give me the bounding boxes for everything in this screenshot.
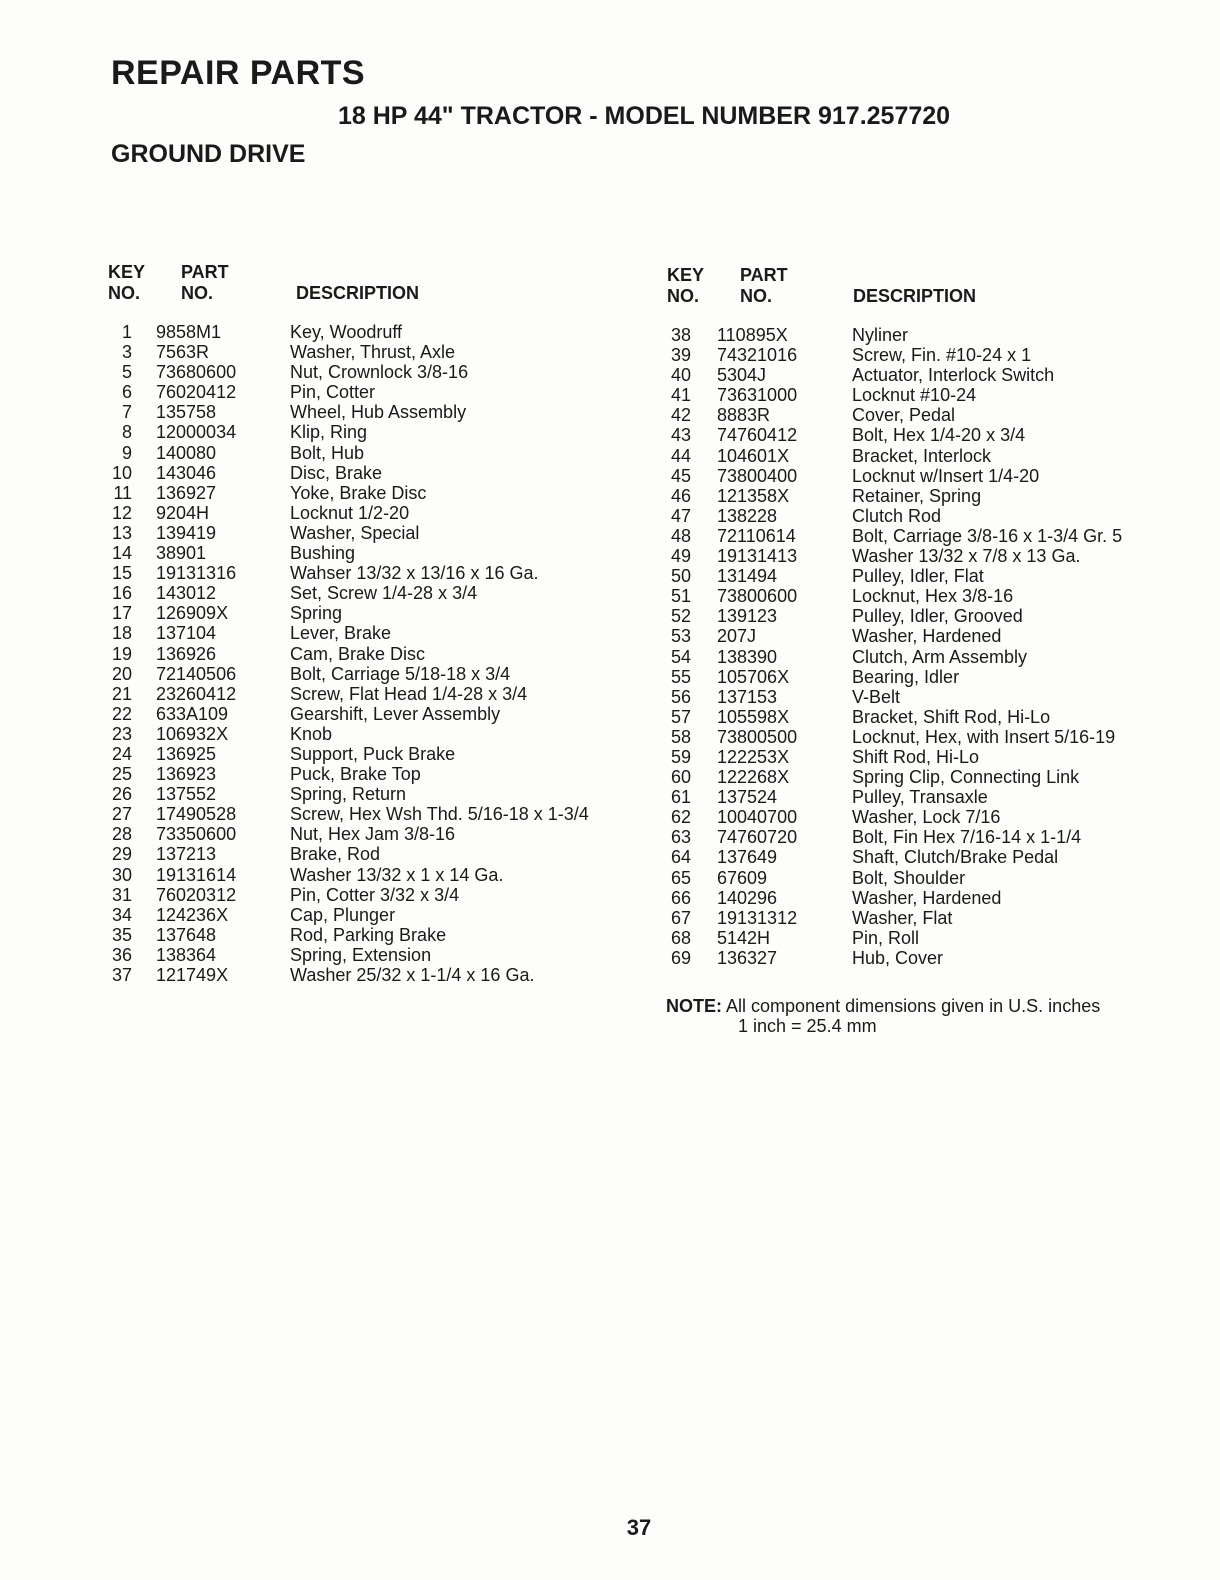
description: Pin, Roll <box>852 927 920 948</box>
part-no: 136927 <box>156 482 217 503</box>
description: Screw, Hex Wsh Thd. 5/16-18 x 1-3/4 <box>290 804 589 825</box>
description: Pin, Cotter <box>290 382 376 403</box>
description: Locknut w/Insert 1/4-20 <box>852 465 1040 486</box>
table-row <box>667 586 1177 606</box>
key-no: 39 <box>670 345 691 366</box>
part-no: 73631000 <box>717 385 798 406</box>
part-no: 10040700 <box>717 807 798 828</box>
key-no: 34 <box>111 904 132 925</box>
part-no: 12000034 <box>156 422 237 443</box>
key-header-line2: NO. <box>108 283 141 303</box>
table-row <box>108 563 628 583</box>
table-row <box>667 385 1177 405</box>
description: Bushing <box>290 543 356 564</box>
part-no: 9204H <box>156 502 210 523</box>
key-no: 41 <box>670 385 691 406</box>
key-no: 57 <box>670 706 691 727</box>
description: Washer, Lock 7/16 <box>852 807 1001 828</box>
description: Bracket, Interlock <box>852 445 992 466</box>
description: Washer, Flat <box>852 907 953 928</box>
description: Nut, Crownlock 3/8-16 <box>290 362 469 383</box>
table-row <box>108 523 628 543</box>
table-row <box>108 885 628 905</box>
description: Knob <box>290 723 333 744</box>
key-no: 66 <box>670 887 691 908</box>
key-no: 23 <box>111 723 132 744</box>
key-no: 36 <box>111 944 132 965</box>
description: Clutch Rod <box>852 505 942 526</box>
key-no: 45 <box>670 465 691 486</box>
key-no: 5 <box>121 362 132 383</box>
part-no: 67609 <box>717 867 768 888</box>
dimension-note <box>666 996 1100 1036</box>
part-no: 73680600 <box>156 362 237 383</box>
part-no: 105598X <box>717 706 790 727</box>
description: Bolt, Hub <box>290 442 365 463</box>
table-row <box>108 865 628 885</box>
table-row <box>108 583 628 603</box>
table-row <box>667 807 1177 827</box>
parts-table-left <box>108 262 628 985</box>
part-no: 122253X <box>717 746 790 767</box>
part-no: 136923 <box>156 764 217 785</box>
table-row <box>108 945 628 965</box>
part-no: 19131614 <box>156 864 237 885</box>
table-row <box>108 784 628 804</box>
part-no: 7563R <box>156 342 210 363</box>
table-row <box>108 342 628 362</box>
table-row <box>108 925 628 945</box>
table-row <box>667 365 1177 385</box>
key-no: 44 <box>670 445 691 466</box>
table-row <box>108 382 628 402</box>
table-row <box>108 623 628 643</box>
part-no: 135758 <box>156 402 217 423</box>
part-no: 17490528 <box>156 804 237 825</box>
key-header-line1: KEY <box>667 265 705 285</box>
table-row <box>108 402 628 422</box>
parts-table-right <box>667 265 1177 968</box>
description: Key, Woodruff <box>290 322 403 342</box>
table-row <box>667 446 1177 466</box>
description: Washer, Hardened <box>852 626 1002 647</box>
description: Bearing, Idler <box>852 666 960 687</box>
table-row <box>667 566 1177 586</box>
parts-rows-right <box>667 325 1177 968</box>
table-row <box>667 345 1177 365</box>
description: Retainer, Spring <box>852 485 982 506</box>
key-no: 15 <box>111 563 132 584</box>
part-no: 5142H <box>717 927 771 948</box>
table-row <box>667 626 1177 646</box>
description: Locknut 1/2-20 <box>290 502 410 523</box>
key-no: 18 <box>111 623 132 644</box>
table-row <box>108 764 628 784</box>
part-no: 106932X <box>156 723 229 744</box>
key-no: 16 <box>111 583 132 604</box>
key-no: 51 <box>670 586 691 607</box>
key-no: 35 <box>111 924 132 945</box>
part-no: 138390 <box>717 646 778 667</box>
table-row <box>108 644 628 664</box>
table-row <box>667 486 1177 506</box>
part-no: 8883R <box>717 405 771 426</box>
table-row <box>667 847 1177 867</box>
table-row <box>667 908 1177 928</box>
table-row <box>108 503 628 523</box>
description: Cover, Pedal <box>852 405 956 426</box>
description: Brake, Rod <box>290 844 381 865</box>
description: Washer 13/32 x 1 x 14 Ga. <box>290 864 504 885</box>
description: Bolt, Carriage 5/18-18 x 3/4 <box>290 663 511 684</box>
table-row <box>108 804 628 824</box>
part-no: 72140506 <box>156 663 237 684</box>
part-header-line2: NO. <box>181 283 214 303</box>
table-row <box>667 827 1177 847</box>
key-no: 24 <box>111 743 132 764</box>
part-no: 139419 <box>156 522 217 543</box>
key-no: 62 <box>670 807 691 828</box>
key-no: 27 <box>111 804 132 825</box>
key-no: 53 <box>670 626 691 647</box>
table-row <box>667 948 1177 968</box>
description: Washer, Thrust, Axle <box>290 342 456 363</box>
table-row <box>108 844 628 864</box>
key-no: 21 <box>111 683 132 704</box>
table-row <box>667 928 1177 948</box>
page-number: 37 <box>626 1515 652 1540</box>
table-row <box>667 727 1177 747</box>
description: Bracket, Shift Rod, Hi-Lo <box>852 706 1051 727</box>
table-row <box>108 362 628 382</box>
part-no: 137153 <box>717 686 778 707</box>
description: Clutch, Arm Assembly <box>852 646 1028 667</box>
key-no: 65 <box>670 867 691 888</box>
part-no: 72110614 <box>717 525 796 546</box>
key-no: 43 <box>670 425 691 446</box>
part-no: 105706X <box>717 666 790 687</box>
description: Actuator, Interlock Switch <box>852 365 1055 386</box>
table-row <box>108 905 628 925</box>
table-row <box>667 767 1177 787</box>
part-no: 139123 <box>717 606 778 627</box>
description-header: DESCRIPTION <box>853 286 977 306</box>
key-no: 48 <box>670 525 691 546</box>
key-no: 19 <box>111 643 132 664</box>
part-no: 73800500 <box>717 726 798 747</box>
description: Spring, Extension <box>290 944 432 965</box>
note-label: NOTE: <box>666 996 722 1016</box>
part-no: 38901 <box>156 543 207 564</box>
table-row <box>108 543 628 563</box>
key-no: 54 <box>670 646 691 667</box>
page-title: REPAIR PARTS <box>111 54 366 92</box>
part-no: 137552 <box>156 784 217 805</box>
part-no: 9858M1 <box>156 322 222 342</box>
key-no: 9 <box>121 442 132 463</box>
key-no: 46 <box>670 485 691 506</box>
key-no: 58 <box>670 726 691 747</box>
key-no: 56 <box>670 686 691 707</box>
table-row <box>108 684 628 704</box>
part-no: 73800400 <box>717 465 798 486</box>
part-no: 137213 <box>156 844 217 865</box>
table-row <box>108 664 628 684</box>
description: Hub, Cover <box>852 947 944 968</box>
table-row <box>108 422 628 442</box>
key-no: 17 <box>111 603 132 624</box>
note-text: All component dimensions given in U.S. inches <box>726 996 1101 1016</box>
part-no: 19131312 <box>717 907 798 928</box>
description: Washer, Hardened <box>852 887 1002 908</box>
table-header <box>667 265 1177 325</box>
part-no: 136926 <box>156 643 217 664</box>
table-row <box>108 443 628 463</box>
table-row <box>667 707 1177 727</box>
key-no: 50 <box>670 566 691 587</box>
part-no: 136327 <box>717 947 778 968</box>
key-no: 31 <box>111 884 132 905</box>
table-row <box>667 526 1177 546</box>
table-row <box>667 466 1177 486</box>
part-no: 76020412 <box>156 382 237 403</box>
table-row <box>667 888 1177 908</box>
description: Lever, Brake <box>290 623 392 644</box>
description: Pin, Cotter 3/32 x 3/4 <box>290 884 460 905</box>
key-no: 22 <box>111 703 132 724</box>
table-row <box>667 506 1177 526</box>
key-no: 26 <box>111 784 132 805</box>
part-no: 137649 <box>717 847 778 868</box>
part-no: 19131413 <box>717 546 798 567</box>
part-no: 138228 <box>717 505 778 526</box>
description: Puck, Brake Top <box>290 764 421 785</box>
part-no: 207J <box>717 626 757 647</box>
table-row <box>667 667 1177 687</box>
key-no: 3 <box>121 342 132 363</box>
key-no: 6 <box>121 382 132 403</box>
description: Gearshift, Lever Assembly <box>290 703 501 724</box>
table-row <box>108 463 628 483</box>
part-no: 74760720 <box>717 827 798 848</box>
description: Bolt, Fin Hex 7/16-14 x 1-1/4 <box>852 827 1082 848</box>
table-row <box>667 325 1177 345</box>
key-no: 11 <box>113 482 132 503</box>
parts-rows-left <box>108 322 628 985</box>
description: Pulley, Idler, Flat <box>852 566 984 587</box>
description: Pulley, Transaxle <box>852 787 988 808</box>
part-no: 140296 <box>717 887 778 908</box>
part-no: 124236X <box>156 904 229 925</box>
description: Klip, Ring <box>290 422 368 443</box>
table-row <box>108 603 628 623</box>
description: Nyliner <box>852 325 909 345</box>
description: Screw, Fin. #10-24 x 1 <box>852 345 1032 366</box>
description: Cam, Brake Disc <box>290 643 426 664</box>
note-conversion: 1 inch = 25.4 mm <box>738 1016 877 1036</box>
key-no: 37 <box>111 965 132 985</box>
description: Bolt, Hex 1/4-20 x 3/4 <box>852 425 1026 446</box>
key-no: 63 <box>670 827 691 848</box>
key-no: 61 <box>670 787 691 808</box>
table-row <box>667 747 1177 767</box>
description: Locknut, Hex, with Insert 5/16-19 <box>852 726 1116 747</box>
description: Washer, Special <box>290 522 420 543</box>
key-no: 59 <box>670 746 691 767</box>
part-no: 121749X <box>156 965 229 985</box>
key-no: 7 <box>121 402 132 423</box>
description: Washer 25/32 x 1-1/4 x 16 Ga. <box>290 965 535 985</box>
key-no: 55 <box>670 666 691 687</box>
table-row <box>108 724 628 744</box>
description: Screw, Flat Head 1/4-28 x 3/4 <box>290 683 528 704</box>
description: Spring, Return <box>290 784 407 805</box>
part-no: 143012 <box>156 583 217 604</box>
part-no: 73350600 <box>156 824 237 845</box>
part-no: 121358X <box>717 485 790 506</box>
key-no: 29 <box>111 844 132 865</box>
key-no: 8 <box>121 422 132 443</box>
table-row <box>108 322 628 342</box>
description: Pulley, Idler, Grooved <box>852 606 1023 627</box>
table-row <box>667 425 1177 445</box>
description: Spring <box>290 603 343 624</box>
part-no: 104601X <box>717 445 790 466</box>
part-header-line2: NO. <box>740 286 773 306</box>
part-no: 137648 <box>156 924 217 945</box>
key-no: 38 <box>670 325 691 345</box>
key-no: 14 <box>111 543 132 564</box>
section-title: GROUND DRIVE <box>111 140 306 168</box>
table-row <box>667 405 1177 425</box>
description: Support, Puck Brake <box>290 743 456 764</box>
table-row <box>667 606 1177 626</box>
part-no: 126909X <box>156 603 229 624</box>
key-no: 20 <box>111 663 132 684</box>
description: Locknut, Hex 3/8-16 <box>852 586 1014 607</box>
description: Nut, Hex Jam 3/8-16 <box>290 824 456 845</box>
part-no: 137524 <box>717 787 778 808</box>
description: Set, Screw 1/4-28 x 3/4 <box>290 583 478 604</box>
part-no: 76020312 <box>156 884 237 905</box>
part-no: 23260412 <box>156 683 237 704</box>
key-header-line1: KEY <box>108 262 146 282</box>
table-row <box>108 744 628 764</box>
key-no: 13 <box>111 522 132 543</box>
description: V-Belt <box>852 686 901 707</box>
key-no: 60 <box>670 767 691 788</box>
description: Washer 13/32 x 7/8 x 13 Ga. <box>852 546 1081 567</box>
table-row <box>108 824 628 844</box>
description: Disc, Brake <box>290 462 383 483</box>
description: Rod, Parking Brake <box>290 924 447 945</box>
key-no: 28 <box>111 824 132 845</box>
part-no: 122268X <box>717 767 790 788</box>
key-header-line2: NO. <box>667 286 700 306</box>
table-row <box>667 647 1177 667</box>
model-subtitle: 18 HP 44" TRACTOR - MODEL NUMBER 917.257720 <box>338 102 951 130</box>
part-no: 19131316 <box>156 563 237 584</box>
table-row <box>667 868 1177 888</box>
key-no: 10 <box>111 462 132 483</box>
description: Yoke, Brake Disc <box>290 482 427 503</box>
description: Locknut #10-24 <box>852 385 977 406</box>
key-no: 40 <box>670 365 691 386</box>
key-no: 25 <box>111 764 132 785</box>
description: Shift Rod, Hi-Lo <box>852 746 980 767</box>
description: Bolt, Shoulder <box>852 867 966 888</box>
part-no: 74760412 <box>717 425 798 446</box>
part-no: 138364 <box>156 944 217 965</box>
part-no: 5304J <box>717 365 767 386</box>
key-no: 12 <box>111 502 132 523</box>
description: Cap, Plunger <box>290 904 396 925</box>
part-no: 140080 <box>156 442 217 463</box>
key-no: 30 <box>111 864 132 885</box>
key-no: 52 <box>670 606 691 627</box>
part-no: 73800600 <box>717 586 798 607</box>
part-no: 74321016 <box>717 345 798 366</box>
table-header <box>108 262 628 322</box>
key-no: 42 <box>670 405 691 426</box>
description: Wheel, Hub Assembly <box>290 402 467 423</box>
part-header-line1: PART <box>740 265 788 285</box>
table-row <box>108 704 628 724</box>
part-header-line1: PART <box>181 262 229 282</box>
part-no: 136925 <box>156 743 217 764</box>
table-row <box>108 965 628 985</box>
part-no: 633A109 <box>156 703 229 724</box>
key-no: 67 <box>670 907 691 928</box>
part-no: 143046 <box>156 462 217 483</box>
key-no: 69 <box>670 947 691 968</box>
table-row <box>667 687 1177 707</box>
part-no: 110895X <box>717 325 788 345</box>
key-no: 49 <box>670 546 691 567</box>
description: Shaft, Clutch/Brake Pedal <box>852 847 1059 868</box>
key-no: 68 <box>670 927 691 948</box>
key-no: 64 <box>670 847 691 868</box>
description: Bolt, Carriage 3/8-16 x 1-3/4 Gr. 5 <box>852 525 1123 546</box>
table-row <box>108 483 628 503</box>
description: Spring Clip, Connecting Link <box>852 767 1080 788</box>
key-no: 1 <box>121 322 132 342</box>
description-header: DESCRIPTION <box>296 283 420 303</box>
part-no: 137104 <box>156 623 217 644</box>
description: Wahser 13/32 x 13/16 x 16 Ga. <box>290 563 539 584</box>
table-row <box>667 546 1177 566</box>
part-no: 131494 <box>717 566 778 587</box>
key-no: 47 <box>670 505 691 526</box>
table-row <box>667 787 1177 807</box>
